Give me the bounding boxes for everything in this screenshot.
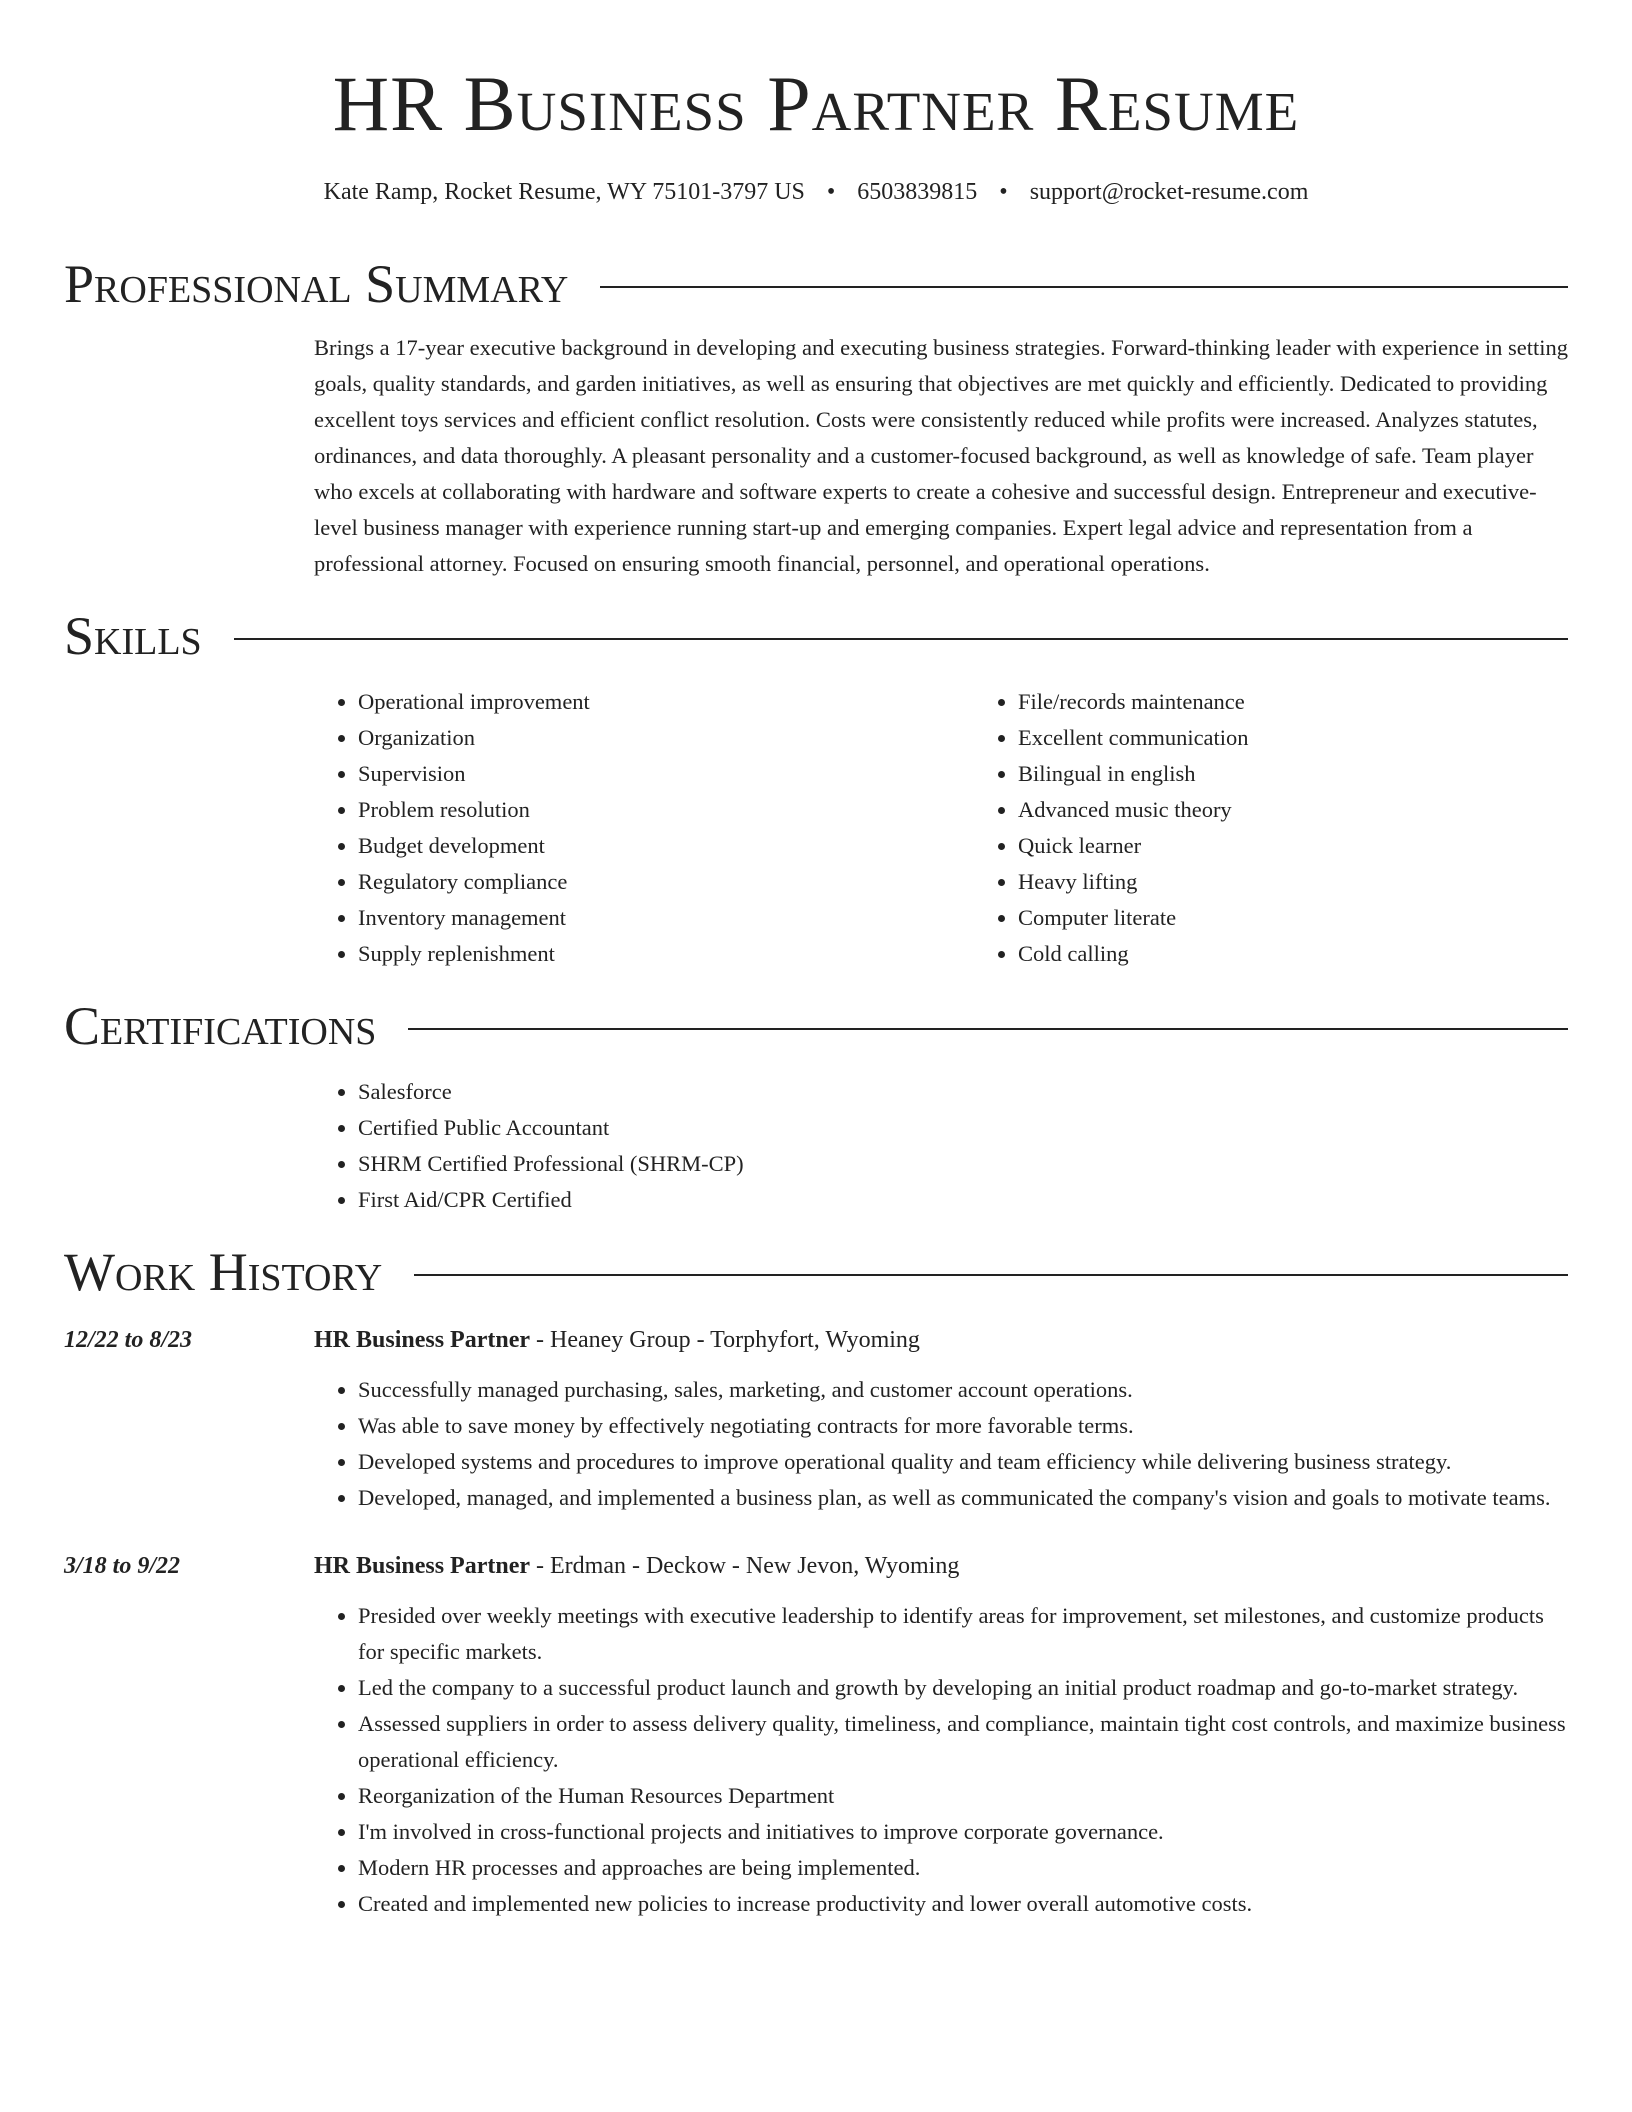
job-bullet: • Created and implemented new policies to increase productivity and lower overall automotive costs.	[358, 1886, 1568, 1922]
job-header	[64, 1322, 1568, 1358]
certification-item: • SHRM Certified Professional (SHRM-CP)	[358, 1146, 1568, 1182]
skill-item: • Supervision	[358, 756, 974, 792]
summary-heading: Professional Summary	[64, 254, 569, 314]
job-entry	[64, 1548, 1568, 1922]
contact-email: support@rocket-resume.com	[1029, 179, 1309, 205]
certifications-section-header	[64, 994, 1568, 1058]
job-dates: 3/18 to 9/22	[64, 1553, 181, 1579]
section-divider	[414, 1274, 1568, 1276]
skills-section-header	[64, 604, 1568, 668]
certifications-list	[314, 1074, 1568, 1218]
skills-heading: Skills	[64, 606, 202, 666]
contact-line	[64, 176, 1568, 208]
skill-item: • Operational improvement	[358, 684, 974, 720]
job-title: HR Business Partner	[314, 1553, 530, 1579]
skills-list	[314, 684, 1568, 972]
contact-separator: •	[826, 179, 836, 205]
skill-item: • Inventory management	[358, 900, 974, 936]
skill-item: • Organization	[358, 720, 974, 756]
job-bullet: • Assessed suppliers in order to assess delivery quality, timeliness, and compliance, maintain tight cost controls, and maximize business operational efficiency.	[358, 1706, 1568, 1778]
skill-item: • Regulatory compliance	[358, 864, 974, 900]
job-bullet: • I'm involved in cross-functional projects and initiatives to improve corporate governance.	[358, 1814, 1568, 1850]
certification-item: • Certified Public Accountant	[358, 1110, 1568, 1146]
job-entry	[64, 1322, 1568, 1516]
skills-column-left	[314, 684, 974, 972]
job-title: HR Business Partner	[314, 1327, 530, 1353]
contact-phone: 6503839815	[857, 179, 978, 205]
skill-item: • Advanced music theory	[1018, 792, 1632, 828]
job-bullet: • Developed systems and procedures to improve operational quality and team efficiency while delivering business strategy.	[358, 1444, 1568, 1480]
section-divider	[408, 1028, 1568, 1030]
job-bullet: • Led the company to a successful product launch and growth by developing an initial product roadmap and go-to-market strategy.	[358, 1670, 1568, 1706]
summary-text: Brings a 17-year executive background in developing and executing business strategies. Forward-thinking leader with experience in setting goals, quality standards, and garden initiatives, as well as ensuring that objectives are met quickly and efficiently. Dedicated to providing excellent toys services and efficient conflict resolution. Costs were consistently reduced while profits were increased. Analyzes statutes, ordinances, and data thoroughly. A pleasant personality and a customer-focused background, as well as knowledge of safe. Team player who excels at collaborating with hardware and software experts to create a cohesive and successful design. Entrepreneur and executive-level business manager with experience running start-up and emerging companies. Expert legal advice and representation from a professional attorney. Focused on ensuring smooth financial, personnel, and operational operations.	[314, 335, 1569, 576]
skill-item: • Excellent communication	[1018, 720, 1632, 756]
job-bullet: • Modern HR processes and approaches are being implemented.	[358, 1850, 1568, 1886]
summary-body	[314, 330, 1568, 582]
job-bullet: • Successfully managed purchasing, sales, marketing, and customer account operations.	[358, 1372, 1568, 1408]
skills-column-right	[974, 684, 1632, 972]
resume-title: HR Business Partner Resume	[332, 60, 1300, 147]
skill-item: • File/records maintenance	[1018, 684, 1632, 720]
skill-item: • Bilingual in english	[1018, 756, 1632, 792]
skill-item: • Supply replenishment	[358, 936, 974, 972]
skill-item: • Heavy lifting	[1018, 864, 1632, 900]
job-bullets	[314, 1598, 1568, 1922]
job-bullet: • Was able to save money by effectively negotiating contracts for more favorable terms.	[358, 1408, 1568, 1444]
section-divider	[600, 286, 1568, 288]
skill-item: • Budget development	[358, 828, 974, 864]
job-header	[64, 1548, 1568, 1584]
job-employer-location: - Erdman - Deckow - New Jevon, Wyoming	[530, 1553, 960, 1579]
section-divider	[234, 638, 1568, 640]
contact-separator: •	[999, 179, 1008, 205]
job-employer-location: - Heaney Group - Torphyfort, Wyoming	[530, 1327, 920, 1353]
job-bullet: • Developed, managed, and implemented a business plan, as well as communicated the company's vision and goals to motivate teams.	[358, 1480, 1568, 1516]
work-section-header	[64, 1240, 1568, 1304]
certification-item: • First Aid/CPR Certified	[358, 1182, 1568, 1218]
job-bullet: • Reorganization of the Human Resources Department	[358, 1778, 1568, 1814]
skill-item: • Computer literate	[1018, 900, 1632, 936]
contact-address: Kate Ramp, Rocket Resume, WY 75101-3797 US	[323, 179, 805, 205]
certification-item: • Salesforce	[358, 1074, 1568, 1110]
work-heading: Work History	[64, 1242, 383, 1302]
skill-item: • Problem resolution	[358, 792, 974, 828]
summary-section-header	[64, 252, 1568, 316]
certifications-heading: Certifications	[64, 996, 377, 1056]
skill-item: • Quick learner	[1018, 828, 1632, 864]
skill-item: • Cold calling	[1018, 936, 1632, 972]
job-bullet: • Presided over weekly meetings with executive leadership to identify areas for improvement, set milestones, and customize products for specific markets.	[358, 1598, 1568, 1670]
job-bullets	[314, 1372, 1568, 1516]
job-dates: 12/22 to 8/23	[64, 1327, 193, 1353]
